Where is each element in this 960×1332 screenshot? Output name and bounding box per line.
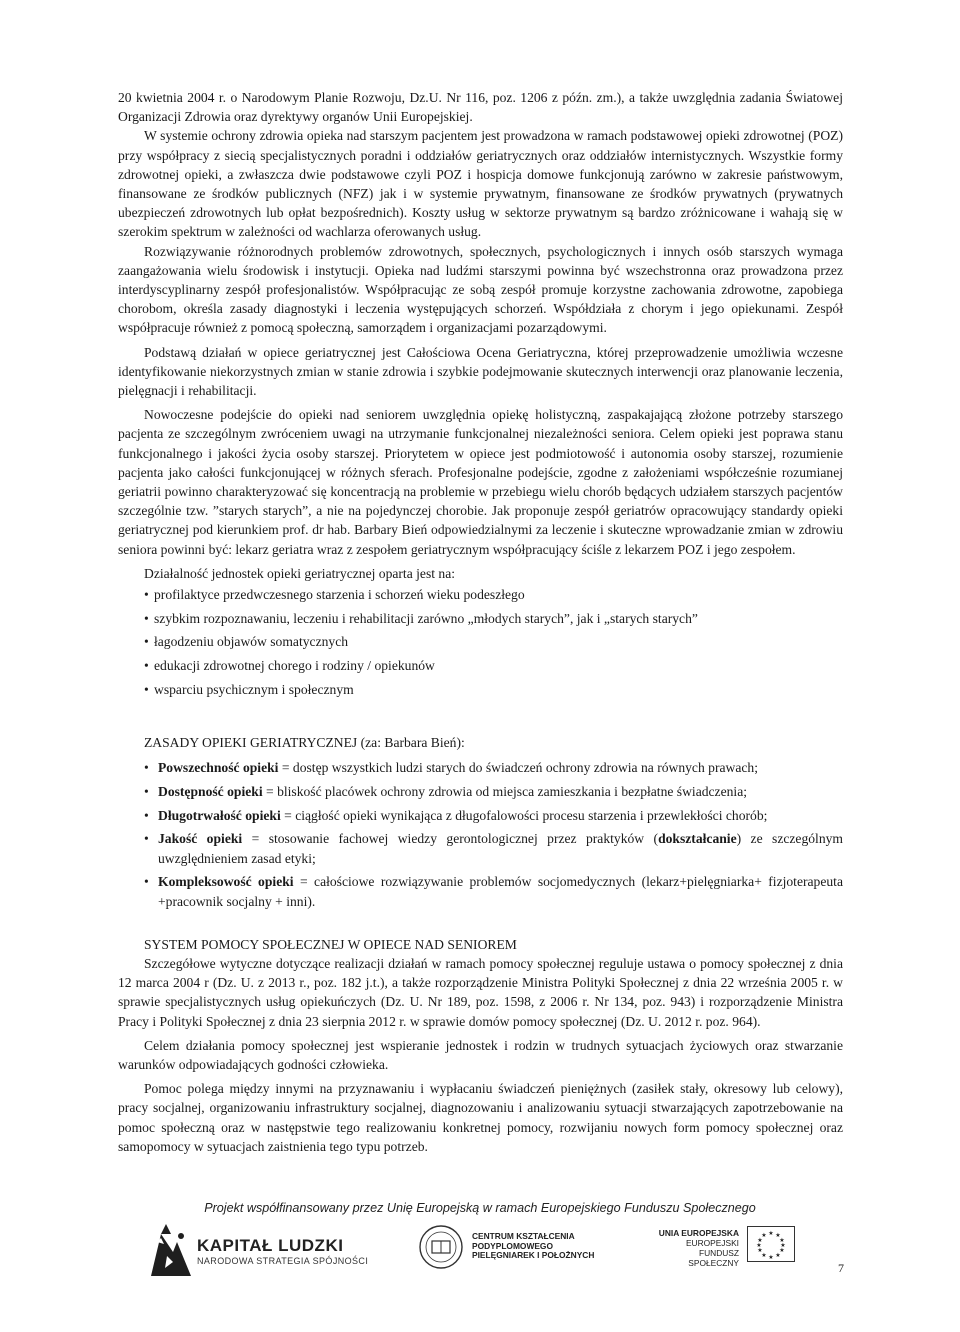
ckppip-logo xyxy=(416,1224,595,1275)
list-item: • Dostępność opieki = bliskość placówek ochrony zdrowia od miejsca zamieszkania i bezpłatne świadczenia; xyxy=(144,784,748,799)
svg-text:★: ★ xyxy=(779,1247,785,1254)
list-item: • edukacji zdrowotnej chorego i rodziny / opiekunów xyxy=(144,658,435,674)
activity-list xyxy=(118,585,843,699)
kapital-ludzki-title: KAPITAŁ LUDZKI xyxy=(197,1236,344,1255)
paragraph-legal-basis: Szczegółowe wytyczne dotyczące realizacji działań w ramach pomocy społecznej reguluje ustawa o pomocy społecznej z dnia 12 marca 2004 r (Dz. U. z 2013 r., poz. 182 j.t.), a także rozporządzenie Ministra Polityki Społecznej z dnia 22 września 2005 r. w sprawie specjalistycznych usług opiekuńczych (Dz. U. Nr 189, poz. 1598, z 2006 r. Nr 134, poz. 943) i rozporządzenie Ministra Pracy i Polityki Społecznej z dnia 23 sierpnia 2012 r. w sprawie domów pomocy społecznej (Dz. U. 2012 r. poz. 964). xyxy=(118,955,843,1029)
svg-text:★: ★ xyxy=(768,1254,774,1261)
footer-logos xyxy=(0,1212,960,1282)
svg-text:★: ★ xyxy=(768,1230,774,1237)
svg-text:★: ★ xyxy=(779,1237,785,1244)
principles-list xyxy=(118,758,843,910)
section-heading-geriatric-principles: ZASADY OPIEKI GERIATRYCZNEJ (za: Barbara Bień): xyxy=(144,735,465,751)
svg-text:★: ★ xyxy=(757,1237,763,1244)
kapital-ludzki-logo-icon xyxy=(147,1222,193,1278)
paragraph-geriatric-assessment: Podstawą działań w opiece geriatrycznej jest Całościowa Ocena Geriatryczna, której przeprowadzenie umożliwia wczesne identyfikowanie niekorzystnych zmian w stanie zdrowia i szybkie podejmowanie skutecznych interwencji oraz planowanie leczenia, pielęgnacji i rehabilitacji. xyxy=(118,344,843,399)
list-item: • Powszechność opieki = dostęp wszystkich ludzi starych do świadczeń ochrony zdrowia na równych prawach; xyxy=(144,760,758,776)
cofinancing-note: Projekt współfinansowany przez Unię Europejską w ramach Europejskiego Funduszu Społecznego xyxy=(204,1201,756,1215)
kapital-ludzki-logo xyxy=(147,1222,369,1283)
svg-text:★: ★ xyxy=(761,1252,767,1259)
list-item: • Jakość opieki = stosowanie fachowej wiedzy gerontologicznej przez praktyków (dokształcanie) ze szczególnym uwzględnieniem zasad etyki; xyxy=(144,831,843,866)
ckppip-name: CENTRUM KSZTAŁCENIA PODYPLOMOWEGO PIELĘGNIAREK I POŁOŻNYCH xyxy=(472,1231,595,1260)
svg-text:★: ★ xyxy=(780,1242,786,1249)
document-page xyxy=(118,88,843,1156)
paragraph-healthcare-system: W systemie ochrony zdrowia opieka nad starszym pacjentem jest prowadzona w ramach podstawowej opieki zdrowotnej (POZ) przy współpracy z siecią specjalistycznych poradni i oddziałów geriatrycznych oraz oddziałów internistycznych. Wszystkie formy zdrowotnej opieki, a zwłaszcza dwie podstawowe czyli POZ i hospicja domowe funkcjonują zarówno w zakresie państwowym, finansowane ze środków publicznych (NFZ) jak i w systemie prywatnym, finansowane ze środków prywatnych (prywatnych ubezpieczeń zdrowotnych lub opłat bezpośrednich). Koszty usług w sektorze prywatnym są bardzo zróżnicowane i wahają się w szerokim spektrum w zależności od wachlarza oferowanych usług. xyxy=(118,128,843,240)
eu-flag-icon xyxy=(747,1226,795,1262)
list-item: • Kompleksowość opieki = całościowe rozwiązywanie problemów socjomedycznych (lekarz+pielęgniarka+ fizjoterapeuta +pracownik socjalny + inni). xyxy=(144,874,843,909)
section-heading-social-assistance: SYSTEM POMOCY SPOŁECZNEJ W OPIECE NAD SENIOREM xyxy=(144,936,517,952)
kapital-ludzki-subtitle: NARODOWA STRATEGIA SPÓJNOŚCI xyxy=(197,1256,369,1266)
svg-text:★: ★ xyxy=(756,1242,762,1249)
list-item: • Długotrwałość opieki = ciągłość opieki wynikająca z długofalowości procesu starzenia i przewlekłości chorób; xyxy=(144,807,768,823)
list-item: • szybkim rozpoznawaniu, leczeniu i rehabilitacji zarówno „młodych starych”, jak i „starych starych” xyxy=(144,610,698,626)
paragraph-interdisciplinary-team: Rozwiązywanie różnorodnych problemów zdrowotnych, społecznych, psychologicznych i innych osób starszych wymaga zaangażowania wielu środowisk i instytucji. Opieka nad ludźmi starszymi powinna być wszechstronna oraz prowadzona przez interdyscyplinarny zespół profesjonalistów. Współpracując ze sobą zespół promuje korzystne zachowania zdrowotne, zapobiega chorobom, określa zasady diagnostyki i leczenia występujących schorzeń. Współdziała z chorym i jego opiekunami. Zespół współpracuje również z pomocą społeczną, samorządem i organizacjami pozarządowymi. xyxy=(118,243,843,336)
paragraph-assistance-forms: Pomoc polega między innymi na przyznawaniu i wypłacaniu świadczeń pieniężnych (zasiłek stały, okresowy lub celowy), pracy socjalnej, organizowaniu infrastruktury socjalnej, diagnozowaniu i analizowaniu sytuacji stwarzających zapotrzebowanie na pomoc społeczną oraz w następstwie tego realizowaniu konkretnej pomocy, rozwijaniu nowych form pomocy społecznej oraz samopomocy w sytuacjach zaistnienia tego typu potrzeb. xyxy=(118,1081,843,1154)
list-item: • łagodzeniu objawów somatycznych xyxy=(144,634,349,650)
page-number: 7 xyxy=(838,1261,844,1275)
paragraph-units-activity: Działalność jednostek opieki geriatrycznej oparta jest na: xyxy=(144,565,456,581)
ckppip-seal-icon xyxy=(416,1224,466,1270)
list-item: • wsparciu psychicznym i społecznym xyxy=(144,681,354,697)
svg-text:★: ★ xyxy=(761,1232,767,1239)
paragraph-holistic-care: Nowoczesne podejście do opieki nad seniorem uwzględnia opiekę holistyczną, zaspakajającą złożone potrzeby starszego pacjenta ze szczególnym zwróceniem uwagi na utrzymanie funkcjonalnej niezależności seniora. Celem opieki jest poprawa stanu funkcjonalnego i jakości życia osoby starszej. Priorytetem w opiece jest podmiotowość i autonomia osoby starszej, rozumienie pacjenta jako całości funkcjonującej w różnych sferach. Profesjonalne podejście, zgodne z założeniami współcześnie rozumianej geriatrii powinno charakteryzować się koncentracją na problemie w przebiegu wielu chorób będących udziałem starszych pacjentów szczególnie tzw. ”starych starych”, a nie na pojedynczej chorobie. Jak proponuje zespół geriatrów opracowujący standardy opieki geriatrycznej pod kierunkiem prof. dr hab. Barbary Bień odpowiedzialnymi za leczenie i skuteczne wprowadzanie zmian w zdrowiu seniora powinni być: lekarz geriatra wraz z zespołem geriatrycznym współpracujący ściśle z lekarzem POZ i jego zespołem. xyxy=(118,407,843,557)
svg-text:★: ★ xyxy=(757,1247,763,1254)
paragraph-assistance-goal: Celem działania pomocy społecznej jest wspieranie jednostek i rodzin w trudnych sytuacjach życiowych oraz stwarzanie warunków odpowiadających godności człowieka. xyxy=(118,1037,843,1072)
eu-fund-name: UNIA EUROPEJSKA EUROPEJSKI FUNDUSZ SPOŁECZNY xyxy=(658,1228,739,1268)
paragraph-continuation: 20 kwietnia 2004 r. o Narodowym Planie Rozwoju, Dz.U. Nr 116, poz. 1206 z późn. zm.), a także uwzględnia zadania Światowej Organizacji Zdrowia oraz dyrektywy organów Unii Europejskiej. xyxy=(118,90,843,125)
svg-text:★: ★ xyxy=(775,1252,781,1259)
list-item: • profilaktyce przedwczesnego starzenia i schorzeń wieku podeszłego xyxy=(144,587,525,603)
svg-text:★: ★ xyxy=(775,1232,781,1239)
